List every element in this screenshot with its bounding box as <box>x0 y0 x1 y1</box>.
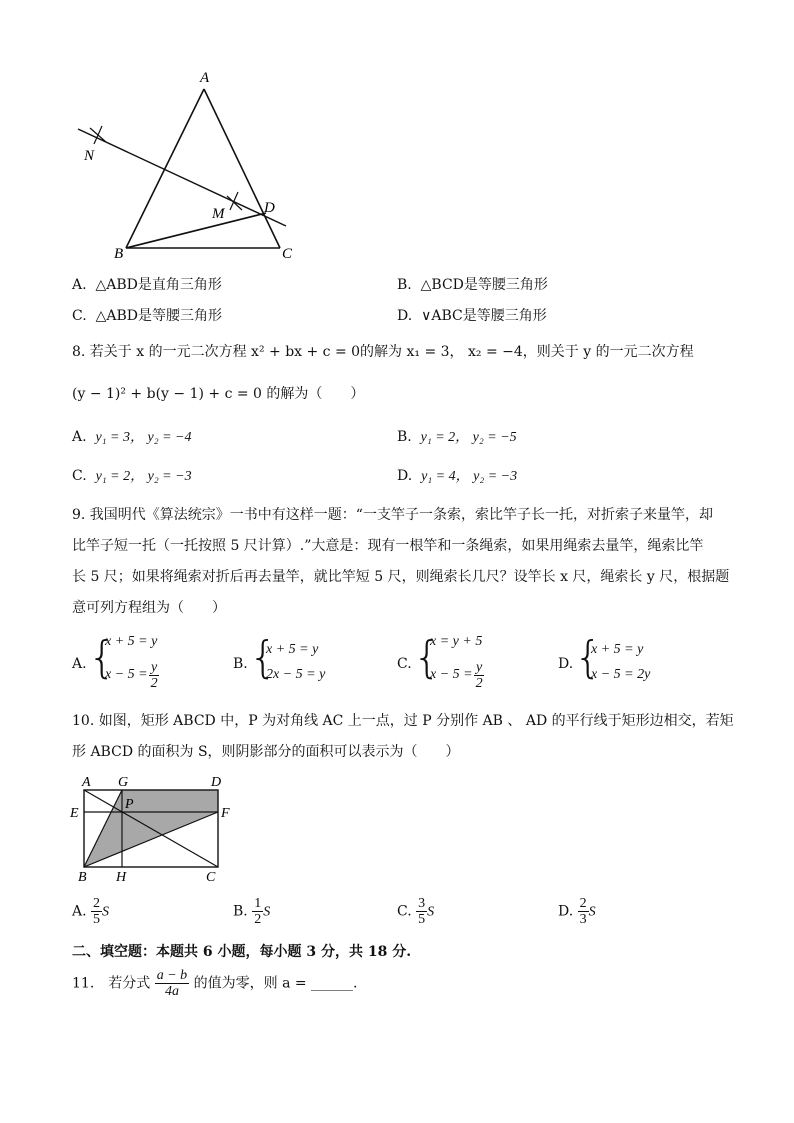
q7-option-d[interactable]: D. ∨ABC是等腰三角形 <box>397 308 547 324</box>
q9-stem-line4: 意可列方程组为（ ） <box>72 600 226 616</box>
q9-option-d[interactable]: D. { x + 5 = y x − 5 = 2y <box>558 632 651 683</box>
label-D: D <box>211 775 222 790</box>
q10-stem-line2: 形 ABCD 的面积为 S，则阴影部分的面积可以表示为（ ） <box>72 744 460 760</box>
q9-option-c[interactable]: C. { x = y + 5 x − 5 = $\frac{y}{2}$ <box>397 632 483 691</box>
q10-option-b[interactable]: B. $\frac{1}{2}$ S <box>233 896 271 927</box>
q8-stem-line1: 8. 若关于 x 的一元二次方程 x² + bx + c = 0的解为 x₁ = 3， x₂ = −4，则关于 y 的一元二次方程 <box>72 344 694 360</box>
fraction: $\frac{y}{2}$ <box>150 660 158 691</box>
q11-answer-blank[interactable]: 的值为零，则 a = ______. <box>193 975 358 992</box>
q8-option-a[interactable]: A. y₁ = 3， y₂ = −4 <box>72 429 192 445</box>
q9-stem-line2: 比竿子短一托（一托按照 5 尺计算）.”大意是：现有一根竿和一条绳索，如果用绳索去量竿，绳索比竿 <box>72 538 704 554</box>
q9-stem-line1: 9. 我国明代《算法统宗》一书中有这样一题：“一支竿子一条索，索比竿子长一托，对折索子来量竿，却 <box>72 507 713 523</box>
q10-stem-line1: 10. 如图，矩形 ABCD 中，P 为对角线 AC 上一点，过 P 分别作 AB 、 AD 的平行线于矩形边相交，若矩 <box>72 713 734 729</box>
label-B: B <box>78 870 87 885</box>
fraction: $\frac{y}{2}$ <box>475 660 483 691</box>
label-E: E <box>70 806 79 821</box>
q7-option-c[interactable]: C. △ABD是等腰三角形 <box>72 308 222 324</box>
label-A: A <box>82 775 91 790</box>
left-brace-icon: { <box>88 632 116 683</box>
label-C: C <box>282 246 293 262</box>
label-M: M <box>212 206 225 222</box>
label-H: H <box>116 870 127 885</box>
q10-option-c[interactable]: C. $\frac{3}{5}$ S <box>397 896 435 927</box>
q10-option-d[interactable]: D. $\frac{2}{3}$ S <box>558 896 596 927</box>
q8-option-b[interactable]: B. y₁ = 2， y₂ = −5 <box>397 429 517 445</box>
q7-option-b[interactable]: B. △BCD是等腰三角形 <box>397 277 548 293</box>
q9-option-a[interactable]: A. { x + 5 = y x − 5 = $\frac{y}{2}$ <box>72 632 158 691</box>
fraction: $\frac{3}{5}$ <box>418 896 426 927</box>
q10-option-a[interactable]: A. $\frac{2}{5}$ S <box>72 896 110 927</box>
q8-option-d[interactable]: D. y₁ = 4， y₂ = −3 <box>397 468 518 484</box>
fraction: $\frac{a - b}{4a}$ <box>156 968 188 999</box>
label-N: N <box>84 148 95 164</box>
label-F: F <box>221 806 230 821</box>
label-B: B <box>114 246 124 262</box>
left-brace-icon: { <box>413 632 441 683</box>
fraction: $\frac{2}{3}$ <box>579 896 587 927</box>
fraction: $\frac{2}{5}$ <box>93 896 101 927</box>
label-D: D <box>264 200 275 216</box>
q11: 11. 若分式 $\frac{a - b}{4a}$ 的值为零，则 a = ______. <box>72 968 358 999</box>
left-brace-icon: { <box>574 632 602 683</box>
q8-option-c[interactable]: C. y₁ = 2， y₂ = −3 <box>72 468 192 484</box>
q9-option-b[interactable]: B. { x + 5 = y 2x − 5 = y <box>233 632 326 683</box>
section-heading: 二、填空题：本题共 6 小题，每小题 3 分，共 18 分. <box>72 944 412 960</box>
rectangle-shaded-figure <box>66 772 246 887</box>
q7-option-a[interactable]: A. △ABD是直角三角形 <box>72 277 222 293</box>
q8-stem-line2: (y − 1)² + b(y − 1) + c = 0 的解为（ ） <box>72 386 365 402</box>
label-C: C <box>206 870 216 885</box>
fraction: $\frac{1}{2}$ <box>254 896 262 927</box>
triangle-construction-figure <box>70 62 310 267</box>
label-P: P <box>125 797 134 812</box>
left-brace-icon: { <box>249 632 277 683</box>
q9-stem-line3: 长 5 尺；如果将绳索对折后再去量竿，就比竿短 5 尺，则绳索长几尺？设竿长 x 尺，绳索长 y 尺，根据题 <box>72 569 730 585</box>
label-G: G <box>118 775 129 790</box>
label-A: A <box>200 70 210 86</box>
